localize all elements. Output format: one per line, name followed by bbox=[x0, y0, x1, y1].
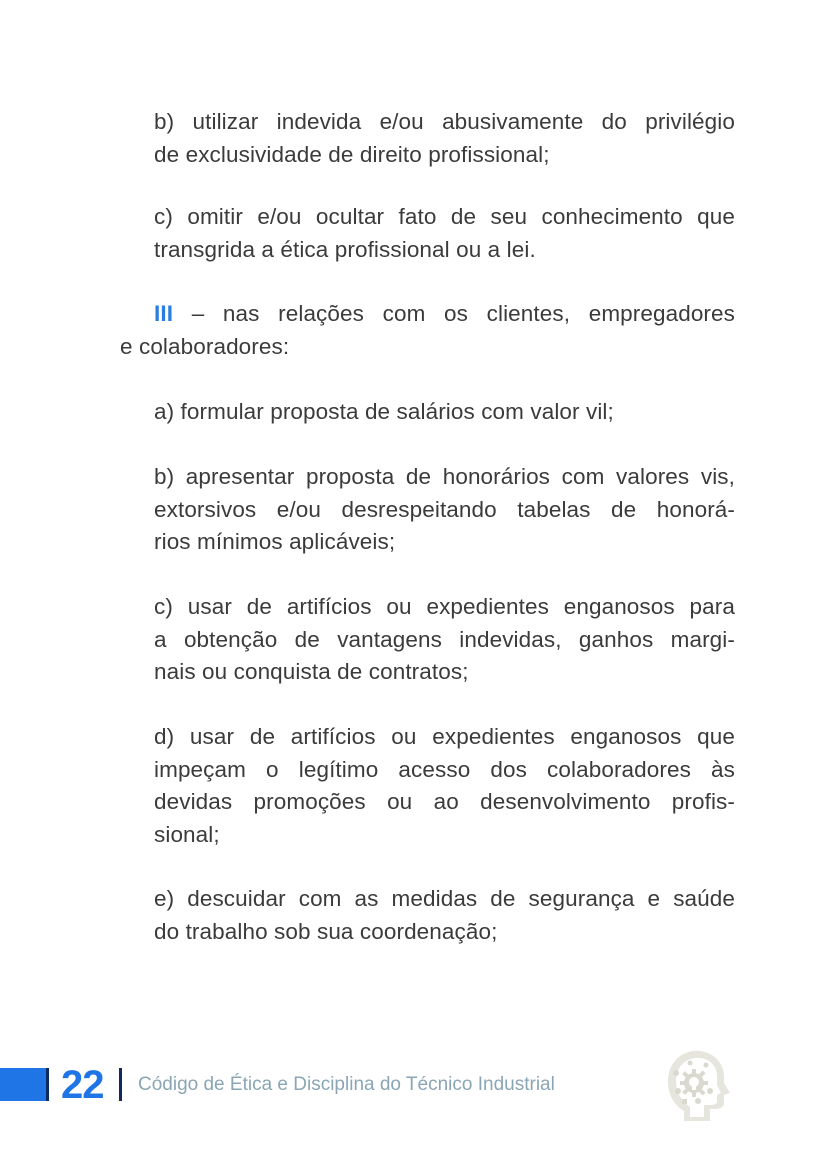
text-line: rios mínimos aplicáveis; bbox=[154, 529, 396, 554]
text-line: devidas promoções ou ao desenvolvimento profis- bbox=[154, 789, 735, 814]
text-line bbox=[120, 298, 735, 331]
text-line: transgrida a ética profissional ou a lei. bbox=[154, 236, 536, 262]
text-line: extorsivos e/ou desrespeitando tabelas de honorá- bbox=[154, 496, 735, 522]
paragraph-iii-heading bbox=[120, 298, 735, 363]
paragraph-c-omitir bbox=[154, 201, 735, 266]
text-line: a) formular proposta de salários com valor vil; bbox=[154, 399, 614, 424]
paragraph-d-artificios bbox=[154, 721, 735, 851]
paragraph-b-privilegio bbox=[154, 106, 735, 171]
text-line: c) usar de artifícios ou expedientes enganosos para bbox=[154, 594, 735, 619]
text-line: de exclusividade de direito profissional; bbox=[154, 141, 550, 167]
paragraph-c-artificios bbox=[154, 591, 735, 689]
text-line: e colaboradores: bbox=[120, 333, 290, 359]
heading-text: – nas relações com os clientes, empregadores bbox=[173, 301, 735, 326]
footer-accent-bar bbox=[0, 1068, 46, 1101]
text-line: nais ou conquista de contratos; bbox=[154, 659, 469, 684]
roman-numeral: III bbox=[154, 301, 174, 326]
paragraph-b-honorarios bbox=[154, 461, 735, 559]
text-line: e) descuidar com as medidas de segurança e saúde bbox=[154, 886, 735, 911]
footer-divider bbox=[119, 1068, 122, 1101]
head-gear-lightbulb-icon bbox=[654, 1043, 734, 1123]
text-line: sional; bbox=[154, 821, 220, 847]
text-line: a obtenção de vantagens indevidas, ganhos margi- bbox=[154, 626, 735, 652]
text-line: b) utilizar indevida e/ou abusivamente do privilégio bbox=[154, 109, 735, 134]
text-line: do trabalho sob sua coordenação; bbox=[154, 918, 498, 944]
document-title: Código de Ética e Disciplina do Técnico Industrial bbox=[138, 1074, 555, 1095]
page-number: 22 bbox=[61, 1063, 104, 1107]
paragraph-a-salarios bbox=[154, 396, 735, 429]
text-line: b) apresentar proposta de honorários com valores vis, bbox=[154, 464, 735, 489]
paragraph-e-seguranca bbox=[154, 883, 735, 948]
text-line: impeçam o legítimo acesso dos colaboradores às bbox=[154, 756, 735, 782]
text-line: d) usar de artifícios ou expedientes enganosos que bbox=[154, 724, 735, 749]
text-line: c) omitir e/ou ocultar fato de seu conhecimento que bbox=[154, 204, 735, 229]
footer-divider bbox=[46, 1068, 49, 1101]
